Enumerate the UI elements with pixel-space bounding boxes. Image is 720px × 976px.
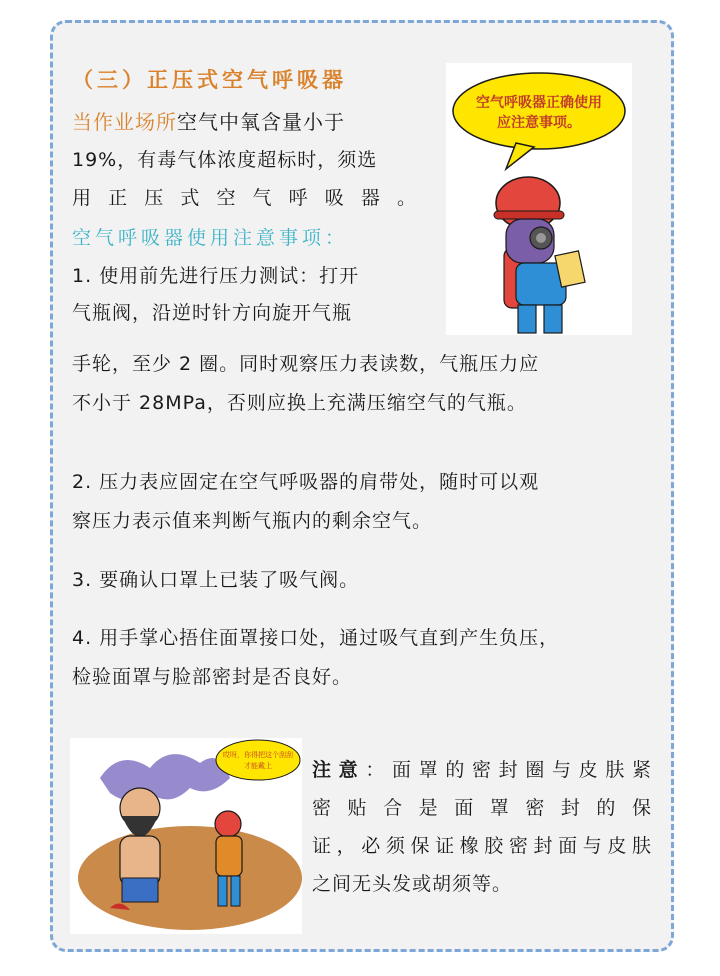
notes-title: 空气呼吸器使用注意事项： [72,227,349,249]
firefighter-cartoon-icon [446,63,632,335]
item-3: 3. 要确认口罩上已装了吸气阀。 [72,569,360,591]
item-4-line-1: 4. 用手掌心捂住面罩接口处，通过吸气直到产生负压， [72,627,560,649]
caution-line-1 [312,752,652,788]
bubble-2-line-2: 才能戴上 [244,762,272,770]
caution-line-4: 之间无头发或胡须等。 [312,873,513,895]
bubble-2-line-1: 哎呀，你得把这个刮刮 [223,751,293,759]
item-1-line-1: 1. 使用前先进行压力测试：打开 [72,265,360,287]
breathing-apparatus-illustration [446,63,632,335]
intro-line-1 [72,104,345,140]
item-2-line-2: 察压力表示值来判断气瓶内的剩余空气。 [72,510,433,532]
intro-lead: 当作业场所 [72,110,177,134]
item-2-line-1: 2. 压力表应固定在空气呼吸器的肩带处，随时可以观 [72,471,540,493]
bubble-1-line-1: 空气呼吸器正确使用 [476,95,602,111]
item-1-line-3: 手轮，至少 2 圈。同时观察压力表读数，气瓶压力应 [72,353,540,375]
item-4-line-2: 检验面罩与脸部密封是否良好。 [72,666,353,688]
item-1-line-2: 气瓶阀，沿逆时针方向旋开气瓶 [72,302,353,324]
beard-warning-illustration [70,738,302,934]
intro-line-2: 19%，有毒气体浓度超标时，须选 [72,149,378,171]
intro-line-3: 用正压式空气呼吸器。 [72,187,417,209]
caution-line-1-rest: ：面罩的密封圈与皮肤紧 [365,759,652,781]
caution-line-2: 密贴合是面罩密封的保 [312,797,652,819]
item-1-line-4: 不小于 28MPa，否则应换上充满压缩空气的气瓶。 [72,392,527,414]
caution-label: 注意 [312,759,366,781]
bubble-1-line-2: 应注意事项。 [497,115,581,131]
intro-line-1-rest: 空气中氧含量小于 [177,110,345,134]
beard-cartoon-icon [70,738,302,934]
caution-line-3: 证，必须保证橡胶密封面与皮肤 [312,835,652,857]
section-heading: （三）正压式空气呼吸器 [72,68,347,92]
